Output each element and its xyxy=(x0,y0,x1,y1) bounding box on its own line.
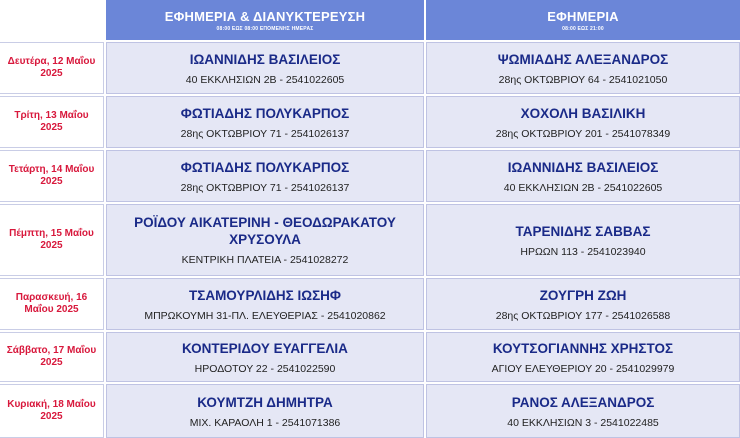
all-night-pharmacy-cell xyxy=(106,332,424,382)
pharmacy-address: 40 ΕΚΚΛΗΣΙΩΝ 2Β - 2541022605 xyxy=(185,73,345,86)
header-all-night-duty xyxy=(106,0,424,40)
header-day-hours: 08:00 ΕΩΣ 21:00 xyxy=(562,25,604,32)
pharmacy-address: 28ης ΟΚΤΩΒΡΙΟΥ 64 - 2541021050 xyxy=(498,73,668,86)
pharmacy-name: ΙΩΑΝΝΙΔΗΣ ΒΑΣΙΛΕΙΟΣ xyxy=(189,51,341,67)
day-pharmacy-cell xyxy=(426,332,740,382)
header-day-duty xyxy=(426,0,740,40)
pharmacy-address: 40 ΕΚΚΛΗΣΙΩΝ 3 - 2541022485 xyxy=(507,416,659,429)
pharmacy-address: ΑΓΙΟΥ ΕΛΕΥΘΕΡΙΟΥ 20 - 2541029979 xyxy=(491,362,675,375)
pharmacy-name: ΙΩΑΝΝΙΔΗΣ ΒΑΣΙΛΕΙΟΣ xyxy=(507,159,659,175)
table-row xyxy=(0,204,740,276)
day-pharmacy-cell xyxy=(426,204,740,276)
pharmacy-name: ΤΑΡΕΝΙΔΗΣ ΣΑΒΒΑΣ xyxy=(515,223,651,239)
pharmacy-address: 28ης ΟΚΤΩΒΡΙΟΥ 71 - 2541026137 xyxy=(180,127,350,140)
pharmacy-name: ΦΩΤΙΑΔΗΣ ΠΟΛΥΚΑΡΠΟΣ xyxy=(180,105,350,121)
table-row xyxy=(0,96,740,148)
header-all-night-title: ΕΦΗΜΕΡΙΑ & ΔΙΑΝΥΚΤΕΡΕΥΣΗ xyxy=(164,8,366,24)
day-pharmacy-cell xyxy=(426,42,740,94)
pharmacy-address: 28ης ΟΚΤΩΒΡΙΟΥ 177 - 2541026588 xyxy=(495,309,671,322)
pharmacy-name: ΖΟΥΓΡΗ ΖΩΗ xyxy=(539,287,627,303)
header-all-night-hours: 08:00 ΕΩΣ 08:00 ΕΠΟΜΕΝΗΣ ΗΜΕΡΑΣ xyxy=(216,25,314,32)
pharmacy-address: ΜΙΧ. ΚΑΡΑΟΛΗ 1 - 2541071386 xyxy=(189,416,341,429)
table-row xyxy=(0,42,740,94)
pharmacy-name: ΚΟΝΤΕΡΙΔΟΥ ΕΥΑΓΓΕΛΙΑ xyxy=(182,340,348,356)
date-cell: Κυριακή, 18 Μαΐου 2025 xyxy=(0,384,104,438)
date-cell: Παρασκευή, 16 Μαΐου 2025 xyxy=(0,278,104,330)
all-night-pharmacy-cell xyxy=(106,384,424,438)
table-row xyxy=(0,384,740,438)
all-night-pharmacy-cell xyxy=(106,150,424,202)
header-row xyxy=(0,0,740,40)
header-blank-cell xyxy=(0,0,104,40)
pharmacy-address: 28ης ΟΚΤΩΒΡΙΟΥ 201 - 2541078349 xyxy=(495,127,671,140)
header-day-title: ΕΦΗΜΕΡΙΑ xyxy=(547,8,619,24)
day-pharmacy-cell xyxy=(426,278,740,330)
pharmacy-address: ΗΡΩΩΝ 113 - 2541023940 xyxy=(520,245,646,258)
pharmacy-name: ΚΟΥΤΣΟΓΙΑΝΝΗΣ ΧΡΗΣΤΟΣ xyxy=(492,340,674,356)
pharmacy-name: ΚΟΥΜΤΖΗ ΔΗΜΗΤΡΑ xyxy=(197,394,333,410)
pharmacy-name: ΧΟΧΟΛΗ ΒΑΣΙΛΙΚΗ xyxy=(520,105,646,121)
pharmacy-name: ΡΟΪΔΟΥ ΑΙΚΑΤΕΡΙΝΗ - ΘΕΟΔΩΡΑΚΑΤΟΥ ΧΡΥΣΟΥΛΑ xyxy=(134,215,396,247)
pharmacy-name: ΦΩΤΙΑΔΗΣ ΠΟΛΥΚΑΡΠΟΣ xyxy=(180,159,350,175)
all-night-pharmacy-cell xyxy=(106,42,424,94)
pharmacy-address: 40 ΕΚΚΛΗΣΙΩΝ 2Β - 2541022605 xyxy=(503,181,663,194)
date-cell: Δευτέρα, 12 Μαΐου 2025 xyxy=(0,42,104,94)
pharmacy-address: ΜΠΡΩΚΟΥΜΗ 31-ΠΛ. ΕΛΕΥΘΕΡΙΑΣ - 2541020862 xyxy=(144,309,386,322)
all-night-pharmacy-cell xyxy=(106,278,424,330)
day-pharmacy-cell xyxy=(426,96,740,148)
pharmacy-name: ΤΣΑΜΟΥΡΛΙΔΗΣ ΙΩΣΗΦ xyxy=(188,287,342,303)
date-cell: Τετάρτη, 14 Μαΐου 2025 xyxy=(0,150,104,202)
pharmacy-name: ΨΩΜΙΑΔΗΣ ΑΛΕΞΑΝΔΡΟΣ xyxy=(497,51,669,67)
pharmacy-address: ΗΡΟΔΟΤΟΥ 22 - 2541022590 xyxy=(194,362,336,375)
pharmacy-name: ΡΑΝΟΣ ΑΛΕΞΑΝΔΡΟΣ xyxy=(511,394,655,410)
day-pharmacy-cell xyxy=(426,384,740,438)
date-cell: Πέμπτη, 15 Μαΐου 2025 xyxy=(0,204,104,276)
table-row xyxy=(0,332,740,382)
day-pharmacy-cell xyxy=(426,150,740,202)
all-night-pharmacy-cell xyxy=(106,204,424,276)
date-cell: Τρίτη, 13 Μαΐου 2025 xyxy=(0,96,104,148)
pharmacy-address: ΚΕΝΤΡΙΚΗ ΠΛΑΤΕΙΑ - 2541028272 xyxy=(181,254,349,266)
all-night-pharmacy-cell xyxy=(106,96,424,148)
table-row xyxy=(0,278,740,330)
pharmacy-address: 28ης ΟΚΤΩΒΡΙΟΥ 71 - 2541026137 xyxy=(180,181,350,194)
date-cell: Σάββατο, 17 Μαΐου 2025 xyxy=(0,332,104,382)
table-row xyxy=(0,150,740,202)
